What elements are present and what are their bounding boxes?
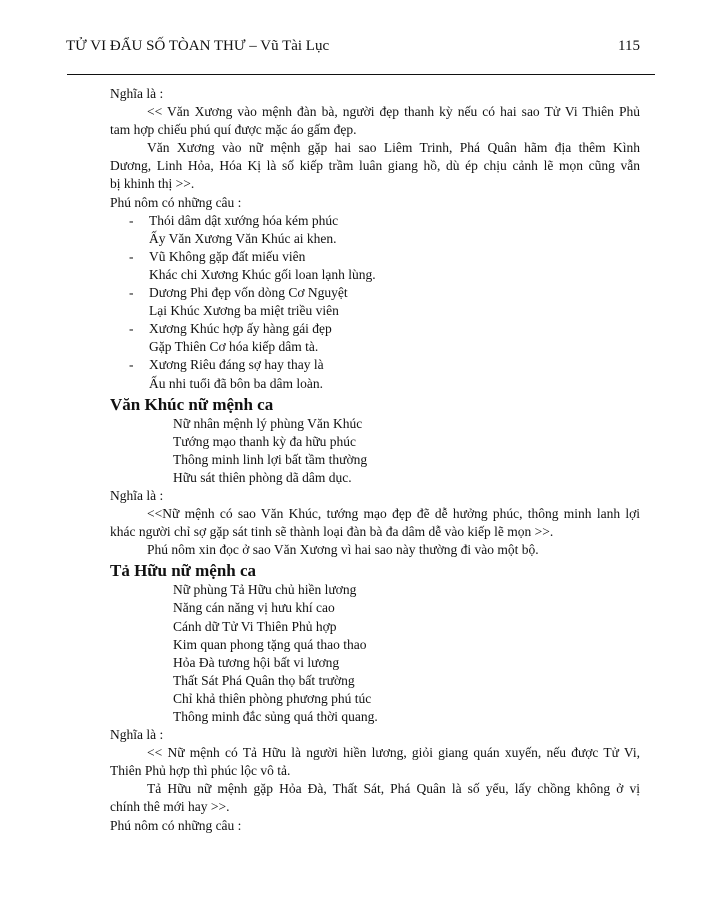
- section-heading-van-khuc: Văn Khúc nữ mệnh ca: [110, 394, 274, 414]
- verse-item: [110, 212, 640, 248]
- verse-item: [110, 320, 640, 356]
- dash-bullet: -: [129, 248, 134, 264]
- poem-line: Hỏa Đà tương hội bất vi lương: [173, 654, 340, 670]
- poem-line: Thông minh linh lợi bất tầm thường: [173, 451, 368, 467]
- paragraph-line: chính thê mới hay >>.: [110, 799, 230, 815]
- paragraph-line: Văn Xương vào nữ mệnh gặp hai sao Liêm Trinh, Phá Quân hãm địa thêm Kình: [147, 140, 640, 156]
- page-header: [66, 38, 640, 58]
- page-number: 115: [618, 38, 640, 54]
- dash-bullet: -: [129, 357, 134, 373]
- section-heading-ta-huu: Tả Hữu nữ mệnh ca: [110, 561, 257, 581]
- paragraph-line: Phú nôm xin đọc ở sao Văn Xương vì hai sao này thường đi vào một bộ.: [147, 542, 539, 558]
- poem-line: Nữ phùng Tả Hữu chủ hiền lương: [173, 582, 357, 598]
- poem-line: Tướng mạo thanh kỳ đa hữu phúc: [173, 433, 356, 449]
- poem-line: Thông minh đắc sủng quá thời quang.: [173, 709, 378, 724]
- poem-line: Cánh dữ Tử Vi Thiên Phủ hợp: [173, 618, 337, 634]
- verse-line: Khác chi Xương Khúc gối loan lạnh lùng.: [149, 266, 376, 282]
- verse-item: [110, 356, 640, 392]
- verse-line: Ấy Văn Xương Văn Khúc ai khen.: [149, 230, 337, 246]
- paragraph-line: << Văn Xương vào mệnh đàn bà, người đẹp thanh kỳ nếu có hai sao Tử Vi Thiên Phủ: [147, 104, 640, 120]
- verse-line: Vũ Không gặp đất miếu viên: [149, 248, 306, 264]
- paragraph-line: <<Nữ mệnh có sao Văn Khúc, tướng mạo đẹp đẽ dễ hưởng phúc, thông minh lanh lợi: [147, 506, 640, 522]
- paragraph-line: Tả Hữu nữ mệnh gặp Hỏa Đà, Thất Sát, Phá Quân là số yểu, lấy chồng không ở vị: [147, 781, 640, 797]
- verse-line: Dương Phi đẹp vốn dòng Cơ Nguyệt: [149, 285, 348, 301]
- meaning-label: Nghĩa là :: [110, 727, 164, 743]
- meaning-label: Nghĩa là :: [110, 487, 164, 503]
- poem-line: Chỉ khả thiên phòng phương phú túc: [173, 690, 372, 706]
- poem-line: Năng cán năng vị hưu khí cao: [173, 600, 335, 616]
- verse-item: [110, 284, 640, 320]
- verse-line: Xương Khúc hợp ấy hàng gái đẹp: [149, 321, 332, 337]
- paragraph-line: bị khinh thị >>.: [110, 176, 195, 192]
- phu-nom-intro: Phú nôm có những câu :: [110, 194, 242, 210]
- verse-item: [110, 248, 640, 284]
- verse-line: Xương Riêu đáng sợ hay thay là: [149, 357, 324, 373]
- dash-bullet: -: [129, 285, 134, 301]
- book-title: TỬ VI ĐẨU SỐ TÒAN THƯ – Vũ Tài Lục: [66, 38, 330, 54]
- phu-nom-intro: Phú nôm có những câu :: [110, 817, 242, 833]
- verse-line: Gặp Thiên Cơ hóa kiếp dâm tà.: [149, 339, 319, 355]
- poem-line: Nữ nhân mệnh lý phùng Văn Khúc: [173, 415, 363, 431]
- verse-line: Thói dâm dật xướng hóa kém phúc: [149, 212, 339, 228]
- verse-line: Lại Khúc Xương ba miệt triều viên: [149, 303, 339, 319]
- poem-van-khuc: [110, 415, 640, 487]
- verse-line: Ấu nhi tuổi đã bôn ba dâm loàn.: [149, 375, 323, 391]
- poem-line: Thất Sát Phá Quân thọ bất trường: [173, 672, 355, 688]
- page-body: [110, 85, 640, 835]
- poem-line: Kim quan phong tặng quá thao thao: [173, 636, 367, 652]
- meaning-label: Nghĩa là :: [110, 86, 164, 101]
- paragraph-line: Thiên Phủ hợp thì phúc lộc vô tả.: [110, 763, 291, 779]
- header-rule: [67, 74, 655, 75]
- poem-ta-huu: [110, 581, 640, 726]
- paragraph-line: Dương, Linh Hỏa, Hóa Kị là số kiếp trầm luân giang hồ, dù ép chịu cảnh lẽ mọn cũng vẫn: [110, 158, 640, 174]
- dash-bullet: -: [129, 212, 134, 228]
- verse-list: [110, 212, 640, 393]
- paragraph-line: tam hợp chiếu phú quí được mặc áo gấm đẹp.: [110, 122, 357, 138]
- dash-bullet: -: [129, 321, 134, 337]
- paragraph-line: khác người chỉ sợ gặp sát tinh sẽ thành loại đàn bà đa dâm dễ vào kiếp lẽ mọn >>.: [110, 524, 554, 540]
- poem-line: Hữu sát thiên phòng dã dâm dục.: [173, 469, 352, 485]
- paragraph-line: << Nữ mệnh có Tả Hữu là người hiền lương, giỏi giang quán xuyến, nếu được Tử Vi,: [147, 745, 640, 761]
